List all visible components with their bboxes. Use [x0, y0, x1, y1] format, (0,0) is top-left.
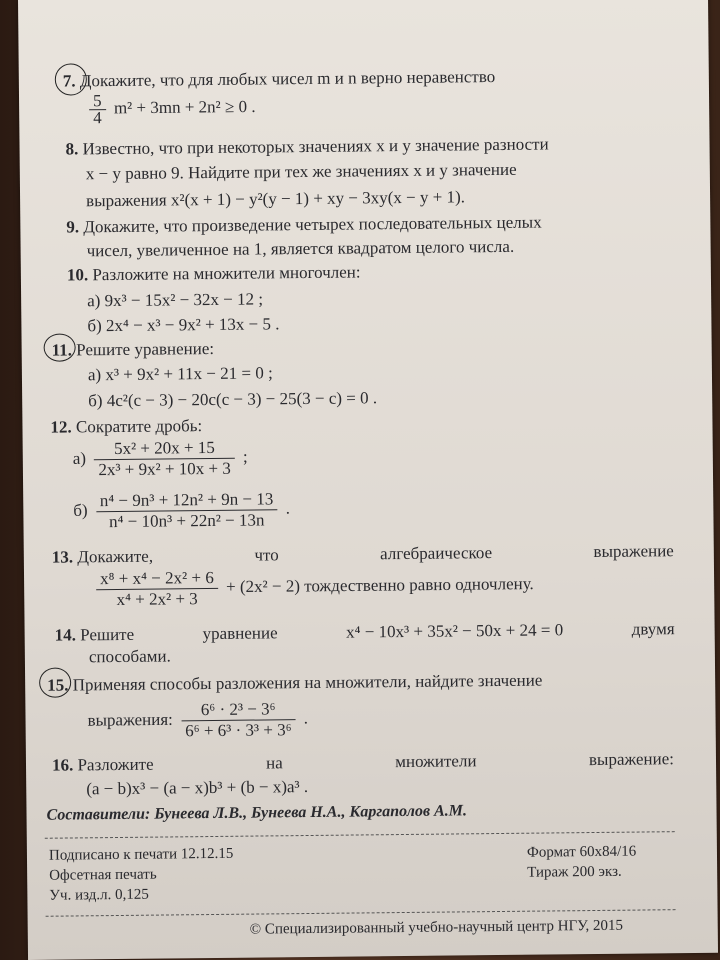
label: выражения: [87, 709, 173, 730]
punctuation: . [303, 708, 309, 728]
task-number: 8. [65, 139, 79, 159]
task-text: Докажите, что для любых чисел m и n верно неравенство [79, 67, 496, 91]
task-number: 7. [62, 71, 76, 91]
denominator: 4 [93, 108, 102, 128]
word: Докажите, [77, 546, 154, 567]
task-9-line1 [66, 213, 541, 238]
task-10-line1 [67, 262, 361, 285]
denominator: 2x³ + 9x² + 10x + 3 [98, 458, 231, 480]
denominator: 6⁶ + 6³ · 3³ + 3⁶ [185, 720, 292, 741]
word: Решите [80, 624, 135, 645]
task-text: Применяя способы разложения на множители, найдите значение [72, 670, 543, 695]
task-text: Известно, что при некоторых значениях x и y значение разности [82, 134, 549, 159]
item-label: а) [72, 448, 87, 468]
word: двумя [631, 619, 675, 639]
task-text: Докажите, что произведение четырех последовательных целых [83, 212, 542, 237]
numerator: 5x² + 20x + 15 [94, 438, 235, 460]
task-12-line1 [50, 416, 202, 438]
task-12-a [73, 438, 248, 481]
task-text: Сократите дробь: [75, 416, 203, 437]
copyright: © Специализированный учебно-научный центр НГУ, 2015 [249, 917, 623, 938]
word: на [265, 753, 283, 773]
task-8-line2: x − y равно 9. Найдите при тех же значениях x и y значение [85, 159, 517, 184]
task-13-line1 [52, 541, 674, 568]
word: уравнение [202, 623, 278, 644]
task-11-line1 [52, 339, 215, 361]
equation: x⁴ − 10x³ + 35x² − 50x + 24 = 0 [345, 620, 564, 642]
word: выражение [593, 541, 674, 562]
authors: Составители: Бунеева Л.В., Бунеева Н.А., Каргаполов А.М. [46, 802, 468, 824]
imprint-signed: Подписано к печати 12.12.15 [48, 845, 234, 864]
task-text: Разложите на множители многочлен: [92, 262, 361, 285]
task-8-line3: выражения x²(x + 1) − y²(y − 1) + xy − 3xy(x − y + 1). [86, 187, 466, 211]
divider [45, 831, 675, 839]
fraction [89, 93, 106, 126]
task-number: 14. [54, 625, 77, 645]
task-16-line1 [52, 749, 674, 776]
imprint-format: Формат 60х84/16 [526, 843, 637, 861]
task-number: 11. [51, 340, 73, 360]
task-number: 10. [66, 265, 89, 285]
word: множители [395, 751, 477, 772]
fraction [181, 699, 296, 741]
task-8-line1 [65, 134, 548, 159]
word: что [254, 545, 279, 565]
task-12-b [73, 489, 290, 532]
divider [46, 909, 676, 917]
imprint-run: Тираж 200 экз. [527, 863, 622, 881]
fraction [96, 568, 218, 610]
task-10-a: а) 9x³ − 15x² − 32x − 12 ; [87, 289, 264, 311]
imprint-print: Офсетная печать [49, 866, 157, 884]
task-13-expression [92, 565, 534, 611]
task-15-line1 [47, 671, 542, 696]
task-14-line1 [55, 619, 675, 645]
task-number: 13. [51, 547, 74, 567]
numerator: 6⁶ · 2³ − 3⁶ [181, 699, 296, 721]
task-number: 9. [66, 217, 80, 237]
task-9-line2: чисел, увеличенное на 1, является квадратом целого числа. [86, 236, 515, 261]
task-10-b: б) 2x⁴ − x³ − 9x² + 13x − 5 . [87, 314, 280, 336]
task-7 [63, 67, 496, 92]
task-7-expression [85, 92, 256, 127]
task-number: 15. [47, 675, 69, 695]
numerator: x⁸ + x⁴ − 2x² + 6 [96, 568, 218, 590]
task-16-line2: (a − b)x³ − (a − x)b³ + (b − x)a³ . [86, 777, 309, 799]
punctuation: ; [242, 447, 248, 467]
item-label: б) [73, 500, 88, 520]
task-14-line2: способами. [88, 646, 171, 667]
task-11-a: а) x³ + 9x² + 11x − 21 = 0 ; [87, 363, 273, 385]
punctuation: . [285, 498, 290, 518]
word: выражение: [588, 749, 675, 770]
word: алгебраическое [380, 543, 493, 564]
word: Разложите [77, 754, 154, 775]
fraction [96, 489, 278, 532]
imprint-sheets: Уч. изд.л. 0,125 [49, 886, 149, 904]
task-number: 12. [50, 417, 72, 437]
expression: m² + 3mn + 2n² ≥ 0 . [113, 96, 256, 118]
fraction [94, 438, 235, 480]
expression: + (2x² − 2) тождественно равно одночлену. [226, 574, 534, 597]
task-11-b: б) 4c²(c − 3) − 20c(c − 3) − 25(3 − c) = 0 . [88, 388, 378, 411]
numerator: n⁴ − 9n³ + 12n² + 9n − 13 [96, 489, 278, 512]
denominator: x⁴ + 2x² + 3 [116, 589, 198, 610]
denominator: n⁴ − 10n³ + 22n² − 13n [108, 510, 265, 532]
task-15-expression [87, 699, 308, 742]
numerator: 5 [89, 93, 106, 110]
document-page [18, 0, 718, 960]
task-number: 16. [51, 755, 74, 775]
task-text: Решите уравнение: [76, 338, 215, 360]
